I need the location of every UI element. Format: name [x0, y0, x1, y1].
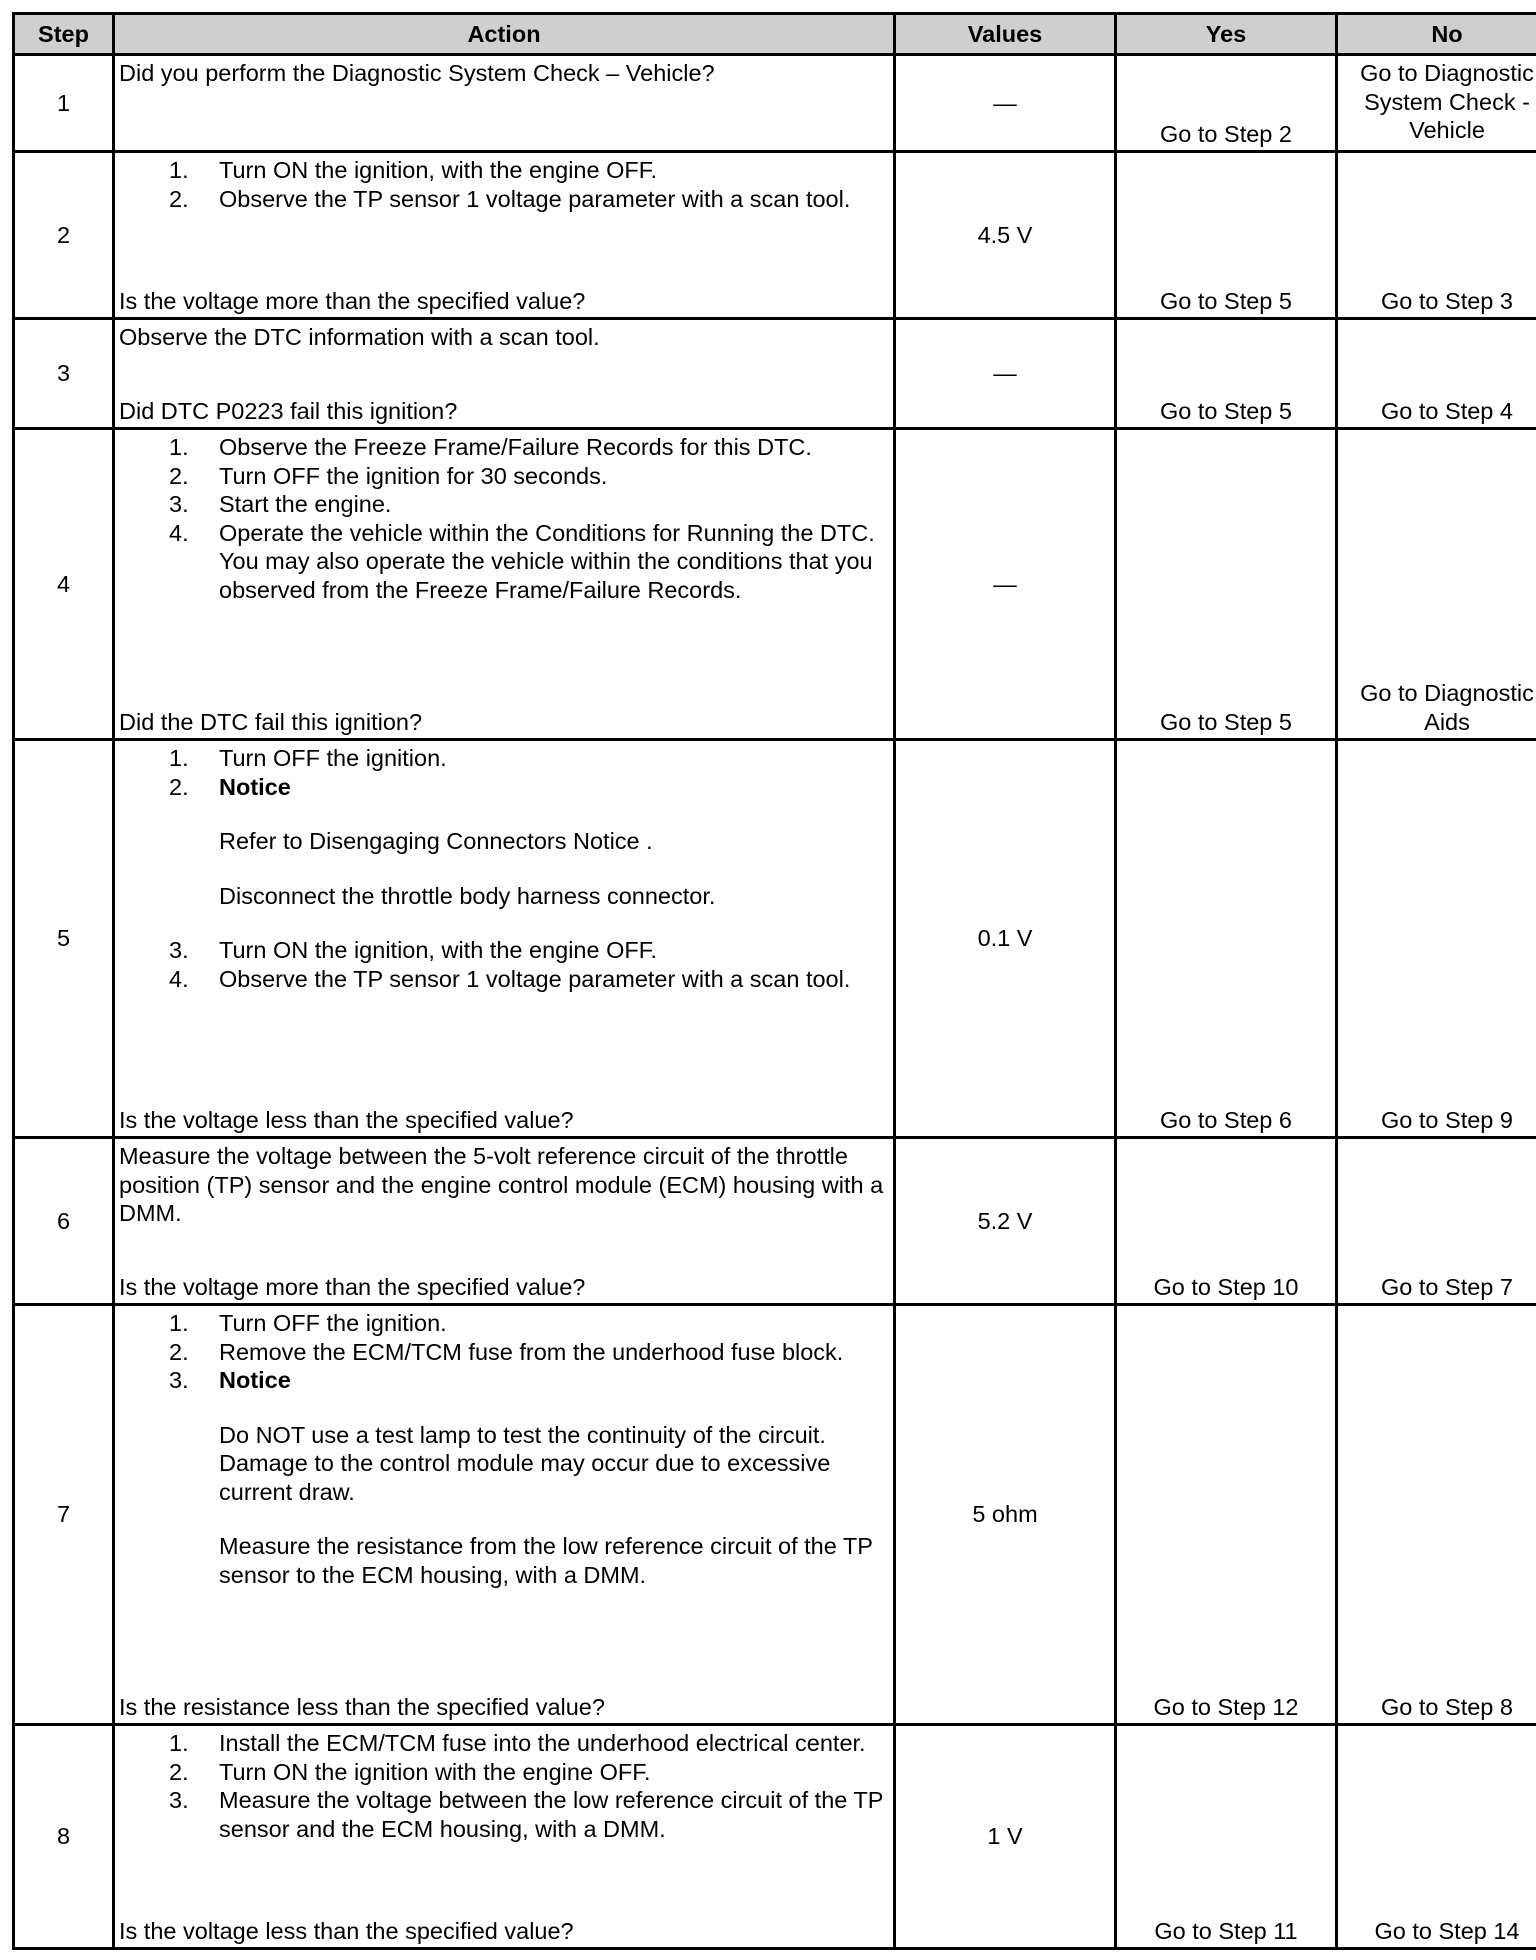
value-cell: 5.2 V — [895, 1138, 1116, 1305]
header-values: Values — [895, 14, 1116, 55]
table-row — [14, 55, 1536, 152]
step-number: 6 — [14, 1138, 114, 1305]
table-row — [14, 1725, 1536, 1949]
value-cell: 0.1 V — [895, 740, 1116, 1138]
action-substep: Disconnect the throttle body harness connector. — [219, 882, 716, 909]
action-step-item: 2. Notice Refer to Disengaging Connectors Notice . Disconnect the throttle body harness connector. — [119, 773, 889, 911]
diagnostic-table — [12, 12, 1536, 1950]
value-cell: 5 ohm — [895, 1305, 1116, 1725]
action-step-item: 3. Notice Do NOT use a test lamp to test the continuity of the circuit. Damage to the control module may occur due to excessive current draw. Measure the resistance from the low reference circuit of the TP sensor to the ECM housing, with a DMM. — [119, 1366, 889, 1589]
yes-link[interactable]: Go to Step 5 — [1116, 429, 1337, 740]
no-link[interactable]: Go to Step 7 — [1337, 1138, 1536, 1305]
action-question: Is the voltage less than the specified value? — [119, 1106, 574, 1133]
no-link[interactable]: Go to Step 9 — [1337, 740, 1536, 1138]
action-step-item: 1. Turn OFF the ignition. — [169, 1310, 447, 1336]
table-row — [14, 1138, 1536, 1305]
yes-link[interactable]: Go to Step 5 — [1116, 319, 1337, 429]
action-question: Is the voltage less than the specified value? — [119, 1917, 574, 1944]
step-number: 3 — [14, 319, 114, 429]
value-cell: — — [895, 319, 1116, 429]
yes-link[interactable]: Go to Step 12 — [1116, 1305, 1337, 1725]
action-step-item: 1. Observe the Freeze Frame/Failure Records for this DTC. — [169, 434, 812, 460]
step-number: 8 — [14, 1725, 114, 1949]
action-step-item: 3. Start the engine. — [169, 491, 392, 517]
action-cell — [114, 429, 895, 740]
step-number: 5 — [14, 740, 114, 1138]
no-link[interactable]: Go to Step 14 — [1337, 1725, 1536, 1949]
value-cell: 1 V — [895, 1725, 1116, 1949]
no-link[interactable]: Go to Step 3 — [1337, 152, 1536, 319]
yes-link[interactable]: Go to Step 6 — [1116, 740, 1337, 1138]
action-step-item: 4. Operate the vehicle within the Conditions for Running the DTC. You may also operate the vehicle within the conditions that you observed from the Freeze Frame/Failure Records. — [169, 519, 875, 603]
table-row — [14, 1305, 1536, 1725]
action-step-item: 3. Turn ON the ignition, with the engine OFF. — [169, 937, 658, 963]
yes-link[interactable]: Go to Step 5 — [1116, 152, 1337, 319]
yes-link[interactable]: Go to Step 2 — [1116, 55, 1337, 152]
header-action: Action — [114, 14, 895, 55]
step-number: 2 — [14, 152, 114, 319]
no-link[interactable]: Go to Step 8 — [1337, 1305, 1536, 1725]
action-step-item: 1. Turn OFF the ignition. — [169, 745, 447, 771]
notice-label: Notice — [219, 1367, 291, 1393]
action-step-item: 1. Install the ECM/TCM fuse into the underhood electrical center. — [169, 1730, 866, 1756]
action-question: Is the voltage more than the specified value? — [119, 287, 586, 314]
action-cell — [114, 1305, 895, 1725]
yes-link[interactable]: Go to Step 10 — [1116, 1138, 1337, 1305]
action-steps — [119, 1729, 889, 1843]
action-intro: Measure the voltage between the 5-volt reference circuit of the throttle position (TP) sensor and the engine control module (ECM) housing with a DMM. — [119, 1143, 884, 1226]
action-steps — [119, 744, 889, 993]
action-question: Did DTC P0223 fail this ignition? — [119, 397, 458, 424]
action-cell — [114, 1138, 895, 1305]
table-row — [14, 740, 1536, 1138]
value-cell: — — [895, 429, 1116, 740]
action-step-item: 2. Turn OFF the ignition for 30 seconds. — [169, 462, 608, 489]
table-row — [14, 429, 1536, 740]
action-steps — [119, 156, 889, 213]
value-cell: 4.5 V — [895, 152, 1116, 319]
action-question: Is the resistance less than the specified value? — [119, 1693, 605, 1720]
header-no: No — [1337, 14, 1536, 55]
header-step: Step — [14, 14, 114, 55]
action-substep: Measure the resistance from the low reference circuit of the TP sensor to the ECM housing, with a DMM. — [219, 1533, 873, 1588]
action-question: Did the DTC fail this ignition? — [119, 708, 423, 735]
action-step-item: 4. Observe the TP sensor 1 voltage parameter with a scan tool. — [169, 965, 851, 992]
no-link[interactable]: Go to Step 4 — [1337, 319, 1536, 429]
header-yes: Yes — [1116, 14, 1337, 55]
table-row — [14, 319, 1536, 429]
yes-link[interactable]: Go to Step 11 — [1116, 1725, 1337, 1949]
action-step-item: 1. Turn ON the ignition, with the engine OFF. — [169, 157, 658, 183]
action-intro: Observe the DTC information with a scan tool. — [119, 324, 600, 350]
step-number: 1 — [14, 55, 114, 152]
notice-label: Notice — [219, 773, 291, 800]
no-link[interactable]: Go to Diagnostic System Check - Vehicle — [1337, 55, 1536, 152]
action-steps — [119, 1309, 889, 1589]
notice-text: Refer to Disengaging Connectors Notice . — [219, 828, 653, 854]
action-step-item: 2. Observe the TP sensor 1 voltage parameter with a scan tool. — [169, 185, 851, 212]
no-link[interactable]: Go to Diagnostic Aids — [1337, 429, 1536, 740]
value-cell: — — [895, 55, 1116, 152]
action-cell — [114, 55, 895, 152]
table-row — [14, 152, 1536, 319]
action-step-item: 2. Remove the ECM/TCM fuse from the underhood fuse block. — [169, 1338, 844, 1365]
action-cell — [114, 319, 895, 429]
step-number: 4 — [14, 429, 114, 740]
notice-text: Do NOT use a test lamp to test the continuity of the circuit. Damage to the control module may occur due to excessive current draw. — [219, 1421, 831, 1505]
action-intro: Did you perform the Diagnostic System Check – Vehicle? — [119, 60, 715, 86]
action-cell — [114, 740, 895, 1138]
action-step-item: 3. Measure the voltage between the low reference circuit of the TP sensor and the ECM housing, with a DMM. — [169, 1787, 884, 1842]
diagnostic-table-container — [12, 12, 1534, 1948]
action-steps — [119, 433, 889, 604]
action-cell — [114, 1725, 895, 1949]
header-row — [14, 14, 1536, 55]
action-step-item: 2. Turn ON the ignition with the engine OFF. — [169, 1758, 651, 1785]
step-number: 7 — [14, 1305, 114, 1725]
action-question: Is the voltage more than the specified value? — [119, 1273, 586, 1300]
action-cell — [114, 152, 895, 319]
